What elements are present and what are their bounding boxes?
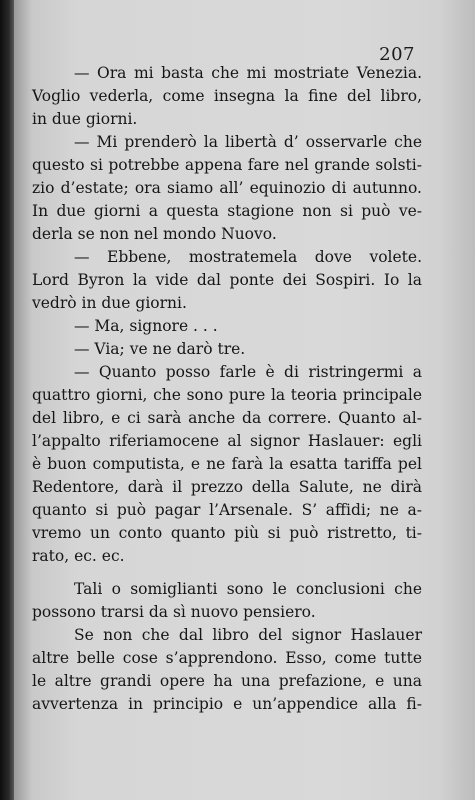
text-line: possono trarsi da sì nuovo pensiero. — [32, 603, 316, 621]
body-text — [32, 62, 422, 716]
text-line: vremo un conto quanto più si può ristretto, ti- — [32, 524, 422, 542]
paragraph — [32, 62, 422, 131]
text-line: — Ora mi basta che mi mostriate Venezia. — [74, 64, 422, 82]
book-page — [14, 0, 475, 800]
paragraph — [32, 315, 422, 338]
text-line: quanto si può pagar l’Arsenale. S’ affidi; ne a- — [32, 501, 422, 519]
text-line: — Mi prenderò la libertà d’ osservarle che — [74, 133, 422, 151]
text-line: questo si potrebbe appena fare nel grande solsti- — [32, 156, 422, 174]
text-line: derla se non nel mondo Nuovo. — [32, 225, 277, 243]
text-line: — Ma, signore . . . — [74, 317, 218, 335]
text-line: avvertenza in principio e un’appendice alla fi- — [32, 695, 422, 713]
text-line: l’appalto riferiamocene al signor Haslauer: egli — [32, 432, 422, 450]
text-line: Redentore, darà il prezzo della Salute, ne dirà — [32, 478, 422, 496]
text-line: Se non che dal libro del signor Haslauer — [74, 626, 422, 644]
paragraph — [32, 578, 422, 624]
text-line: Voglio vederla, come insegna la fine del libro, — [32, 87, 422, 105]
paragraph — [32, 246, 422, 315]
page-number: 207 — [379, 44, 415, 65]
text-line: — Via; ve ne darò tre. — [74, 340, 246, 358]
text-line: del libro, e ci sarà anche da correre. Quanto al- — [32, 409, 422, 427]
text-line: — Ebbene, mostratemela dove volete. — [74, 248, 422, 266]
text-line: altre belle cose s’apprendono. Esso, come tutte — [32, 649, 422, 667]
text-line: le altre grandi opere ha una prefazione, e una — [32, 672, 422, 690]
text-line: quattro giorni, che sono pure la teoria principale — [32, 386, 422, 404]
text-line: — Quanto posso farle è di ristringermi a — [74, 363, 422, 381]
text-line: rato, ec. ec. — [32, 547, 125, 565]
paragraph-gap — [32, 568, 422, 578]
paragraph — [32, 338, 422, 361]
text-line: è buon computista, e ne farà la esatta tariffa pel — [32, 455, 422, 473]
paragraph — [32, 361, 422, 568]
text-line: In due giorni a questa stagione non si può ve- — [32, 202, 422, 220]
text-line: Lord Byron la vide dal ponte dei Sospiri. Io la — [32, 271, 422, 289]
text-line: zio d’estate; ora siamo all’ equinozio di autunno. — [32, 179, 422, 197]
text-line: vedrò in due giorni. — [32, 294, 187, 312]
paragraph — [32, 624, 422, 716]
text-line: Tali o somiglianti sono le conclusioni che — [74, 580, 422, 598]
paragraph — [32, 131, 422, 246]
text-line: in due giorni. — [32, 110, 138, 128]
